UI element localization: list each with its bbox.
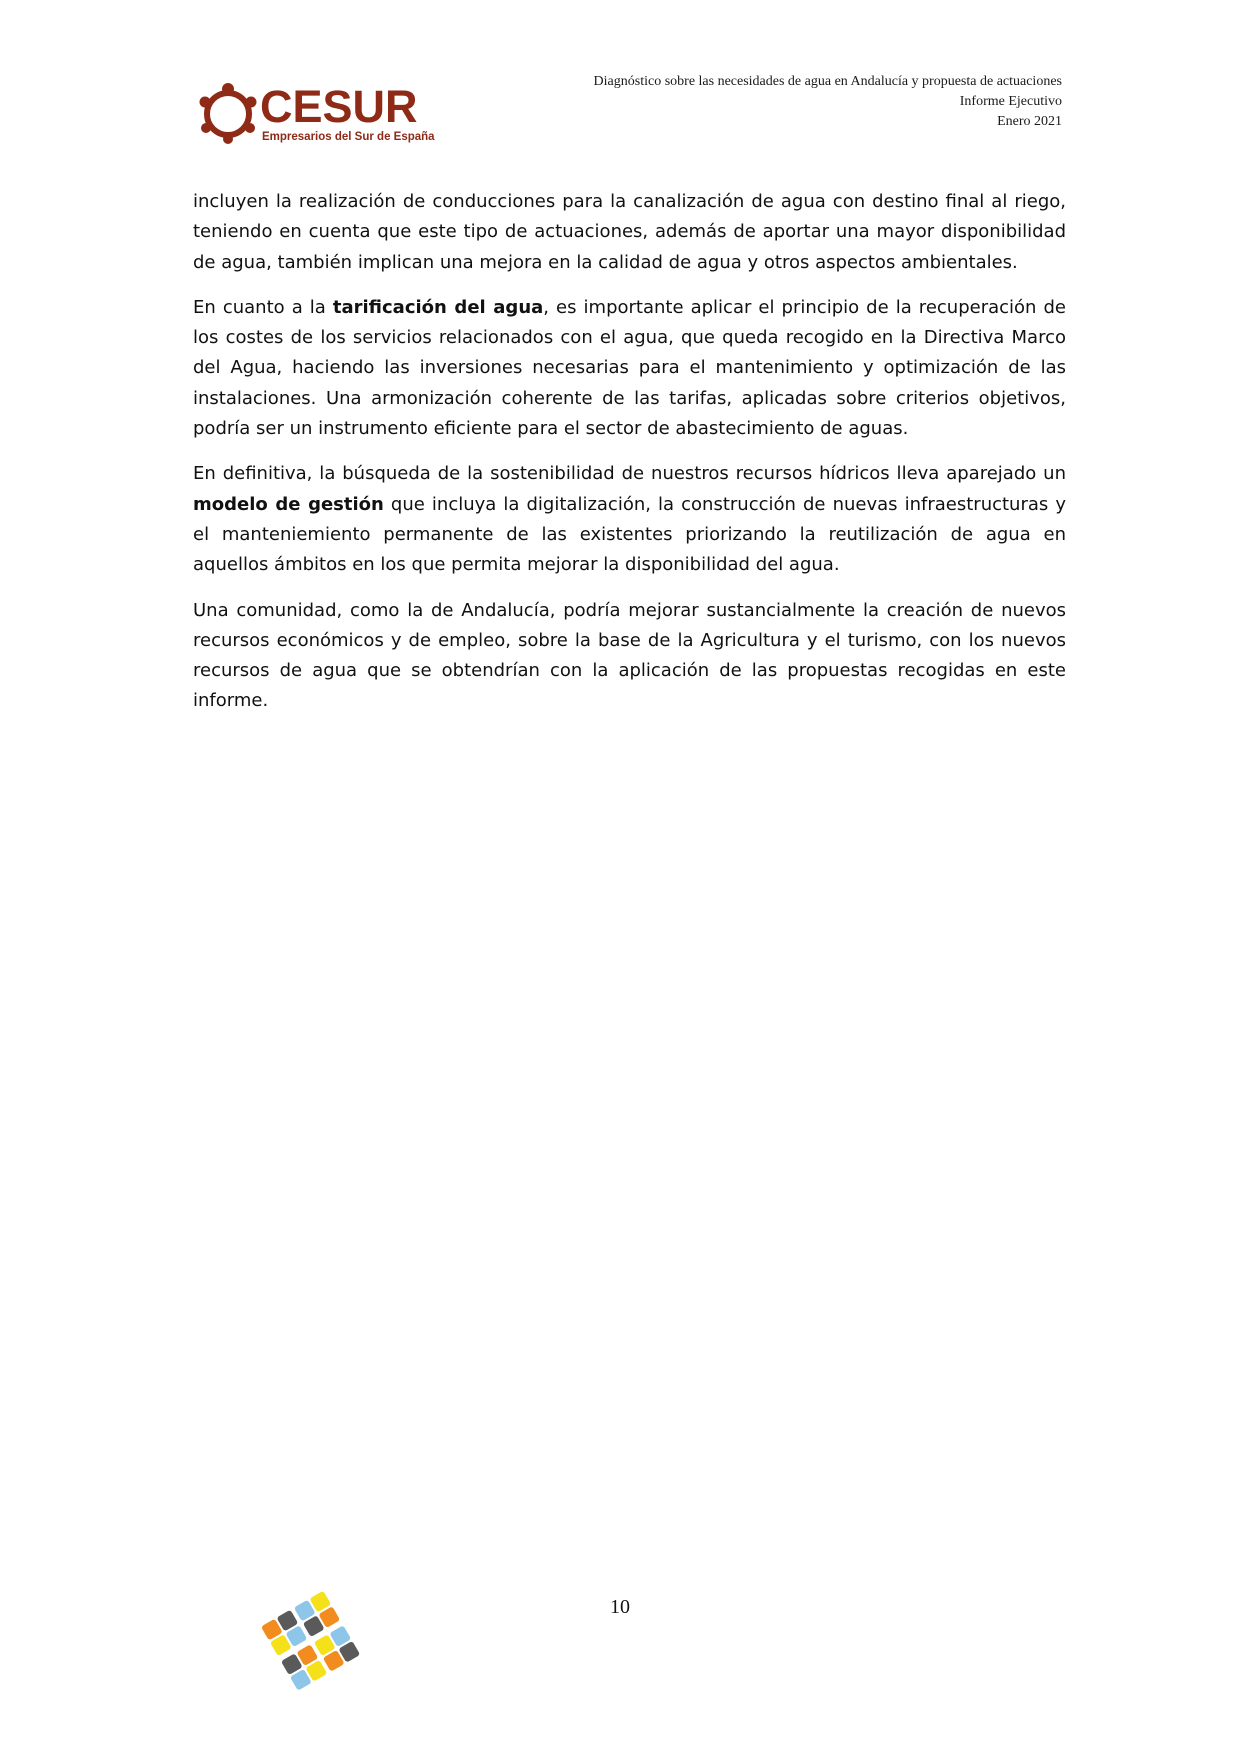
- header-subtitle: Informe Ejecutivo: [959, 94, 1062, 109]
- cesur-ring-icon: [198, 82, 258, 144]
- document-header: [594, 72, 1062, 132]
- header-date: Enero 2021: [997, 114, 1062, 129]
- paragraph-3: En definitiva, la búsqueda de la sostenibilidad de nuestros recursos hídricos lleva aparejado un modelo de gestión que incluya la digitalización, la construcción de nuevas infraestructuras y el manteniemiento permanente de las existentes priorizando la reutilización de agua en aquellos ámbitos en los que permita mejorar la disponibilidad del agua.: [193, 463, 1067, 576]
- paragraph-4: Una comunidad, como la de Andalucía, podría mejorar sustancialmente la creación de nuevos recursos económicos y de empleo, sobre la base de la Agricultura y el turismo, con los nuevos recursos de agua que se obtendrían con la aplicación de las propuestas recogidas en este informe.: [193, 599, 1066, 712]
- header-title: Diagnóstico sobre las necesidades de agua en Andalucía y propuesta de actuaciones: [593, 74, 1062, 89]
- paragraph-2: En cuanto a la tarificación del agua, es importante aplicar el principio de la recuperación de los costes de los servicios relacionados con el agua, que queda recogido en la Directiva Marco del Agua, haciendo las inversiones necesarias para el mantenimiento y optimización de las instalaciones. Una armonización coherente de las tarifas, aplicadas sobre criterios objetivos, podría ser un instrumento eficiente para el sector de abastecimiento de aguas.: [193, 296, 1066, 440]
- footer-mosaic-icon: [262, 1583, 378, 1699]
- logo-tagline: Empresarios del Sur de España: [262, 131, 435, 143]
- body-text: [193, 187, 1066, 732]
- term-modelo-gestion: modelo de gestión: [193, 493, 384, 515]
- term-tarificacion: tarificación del agua: [332, 296, 544, 318]
- logo-wordmark: CESUR: [260, 81, 418, 132]
- page-number: 10: [610, 1596, 630, 1618]
- paragraph-1: incluyen la realización de conducciones para la canalización de agua con destino final al riego, teniendo en cuenta que este tipo de actuaciones, además de aportar una mayor disponibilidad de agua, también implican una mejora en la calidad de agua y otros aspectos ambientales.: [193, 191, 1066, 273]
- footer-logo: [262, 1583, 378, 1704]
- cesur-logo: [198, 81, 435, 148]
